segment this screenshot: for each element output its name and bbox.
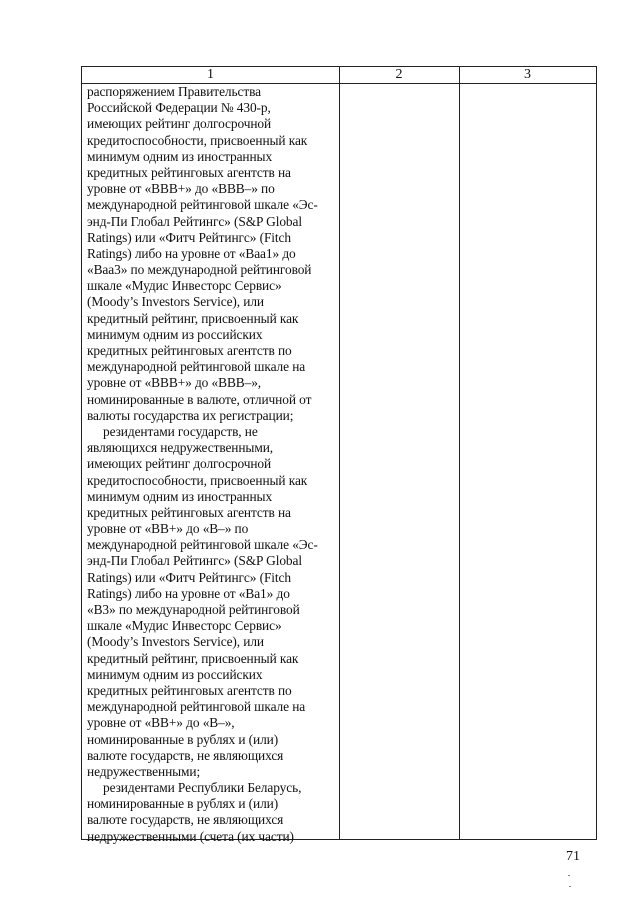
text-line: кредитных рейтинговых агентств по bbox=[87, 343, 292, 358]
text-line: резидентами Республики Беларусь, bbox=[103, 780, 302, 796]
header-col-1: 1 bbox=[207, 67, 214, 82]
text-line: Ratings) либо на уровне от «Baa1» до bbox=[87, 245, 296, 261]
header-col-3: 3 bbox=[524, 67, 531, 82]
text-line: международной рейтинговой шкале на bbox=[87, 699, 306, 715]
text-line: резидентами государств, не bbox=[103, 423, 258, 439]
column-divider bbox=[339, 67, 340, 839]
text-line: международной рейтинговой шкале на bbox=[87, 359, 306, 375]
text-line: «Baa3» по международной рейтинговой bbox=[87, 262, 312, 278]
text-line: валюте государств, не являющихся bbox=[87, 747, 284, 763]
page-number: 71 bbox=[566, 849, 580, 864]
text-line: распоряжением Правительства bbox=[87, 84, 261, 99]
text-line: минимум одним из российских bbox=[87, 326, 263, 342]
text-line: Ratings) или «Фитч Рейтингс» (Fitch bbox=[87, 229, 291, 245]
text-line: номинированные в рублях и (или) bbox=[87, 796, 279, 812]
text-line: минимум одним из иностранных bbox=[87, 488, 273, 504]
text-line: минимум одним из иностранных bbox=[87, 148, 273, 164]
text-line: Российской Федерации № 430-р, bbox=[87, 100, 271, 116]
text-line: шкале «Мудис Инвесторс Сервис» bbox=[87, 278, 282, 294]
scan-artifact bbox=[568, 875, 570, 876]
text-line: кредитных рейтинговых агентств на bbox=[87, 504, 291, 520]
text-line: энд-Пи Глобал Рейтингс» (S&P Global bbox=[87, 553, 302, 569]
scan-artifact bbox=[569, 886, 571, 887]
text-line: кредитных рейтинговых агентств по bbox=[87, 682, 292, 698]
text-line: номинированные в валюте, отличной от bbox=[87, 391, 312, 407]
text-line: (Moody’s Investors Service), или bbox=[87, 634, 264, 650]
column-divider bbox=[459, 67, 460, 839]
text-line: имеющих рейтинг долгосрочной bbox=[87, 116, 272, 132]
text-line: уровне от «BB+» до «B–», bbox=[87, 715, 235, 731]
text-line: недружественными; bbox=[87, 763, 201, 779]
text-line: Ratings) или «Фитч Рейтингс» (Fitch bbox=[87, 569, 291, 585]
text-line: имеющих рейтинг долгосрочной bbox=[87, 456, 272, 472]
text-line: валюте государств, не являющихся bbox=[87, 812, 284, 828]
text-line: (Moody’s Investors Service), или bbox=[87, 294, 264, 310]
text-line: являющихся недружественными, bbox=[87, 440, 274, 456]
document-table bbox=[81, 66, 597, 844]
text-line: кредитоспособности, присвоенный как bbox=[87, 132, 308, 148]
text-line: шкале «Мудис Инвесторс Сервис» bbox=[87, 618, 282, 634]
text-line: кредитных рейтинговых агентств на bbox=[87, 164, 291, 180]
text-line: уровне от «BBB+» до «BBB–», bbox=[87, 375, 262, 391]
text-line: кредитоспособности, присвоенный как bbox=[87, 472, 308, 488]
text-line: Ratings) либо на уровне от «Ba1» до bbox=[87, 585, 290, 601]
text-line: международной рейтинговой шкале «Эс- bbox=[87, 197, 318, 213]
text-line: номинированные в рублях и (или) bbox=[87, 731, 279, 747]
text-line: «B3» по международной рейтинговой bbox=[87, 602, 300, 617]
text-line: кредитный рейтинг, присвоенный как bbox=[87, 650, 299, 666]
text-line: уровне от «BBB+» до «BBB–» по bbox=[87, 181, 275, 197]
text-line: энд-Пи Глобал Рейтингс» (S&P Global bbox=[87, 213, 302, 229]
header-col-2: 2 bbox=[395, 67, 403, 82]
text-line: валюты государства их регистрации; bbox=[87, 407, 294, 423]
text-line: недружественными (счета (их части) bbox=[87, 828, 294, 844]
text-line: уровне от «BB+» до «B–» по bbox=[87, 521, 249, 537]
text-line: минимум одним из российских bbox=[87, 666, 263, 682]
column-1-text bbox=[87, 84, 339, 845]
text-line: международной рейтинговой шкале «Эс- bbox=[87, 537, 318, 553]
text-line: кредитный рейтинг, присвоенный как bbox=[87, 310, 299, 326]
